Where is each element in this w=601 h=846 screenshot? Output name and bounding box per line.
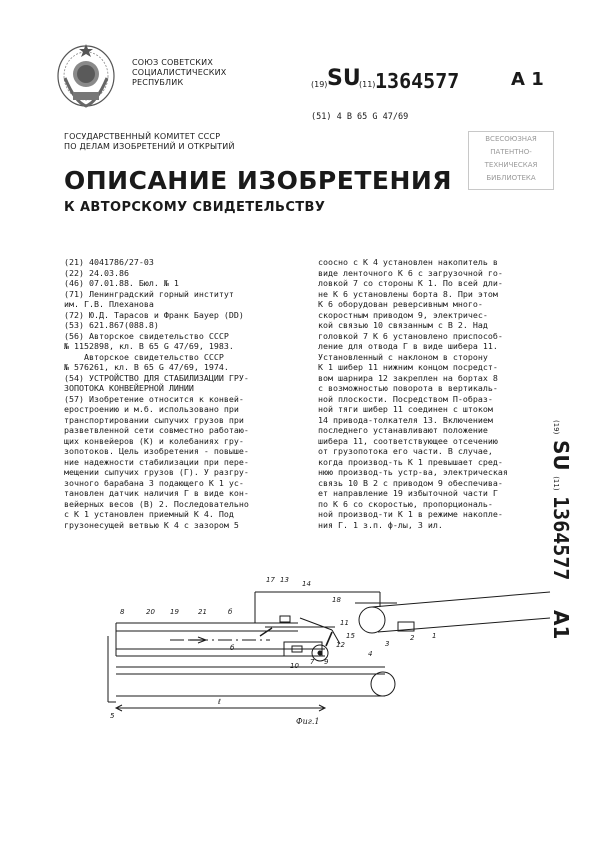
stamp-line: ТЕХНИЧЕСКАЯ xyxy=(484,161,538,169)
state-emblem xyxy=(55,38,117,110)
text-line: Установленный с наклоном в сторону xyxy=(318,351,488,362)
text-line: (71) Ленинградский горный институт xyxy=(64,288,234,299)
text-line: зочного барабана 3 подающего К 1 ус- xyxy=(64,477,244,488)
org-name xyxy=(132,58,226,88)
text-line: шибера 11, соответствующее отсечению xyxy=(318,435,498,446)
figure-label: 9 xyxy=(324,658,329,666)
conveyor-k4 xyxy=(108,636,395,702)
stamp-line: ВСЕСОЮЗНАЯ xyxy=(485,135,537,143)
text-line: вом шарнира 12 закреплен на бортах 8 xyxy=(318,372,498,383)
text-line: головкой 7 К 6 установлено приспособ- xyxy=(318,330,503,341)
text-line: (57) Изобретение относится к конвей- xyxy=(64,393,244,404)
figure-label: 7 xyxy=(310,658,315,666)
figure-label: б xyxy=(228,608,233,616)
ipc-class: (51) 4 B 65 G 47/69 xyxy=(311,112,409,122)
figure-label: 11 xyxy=(340,619,349,627)
figure-label: 8 xyxy=(120,608,125,616)
text-line: № 576261, кл. В 65 G 47/69, 1974. xyxy=(64,362,229,372)
text-line: ной плоскости. Посредством П-образ- xyxy=(318,393,493,404)
text-line: не К 6 установлены борта 8. При этом xyxy=(318,288,498,299)
figure-label: 14 xyxy=(302,580,311,588)
text-line: связь 10 В 2 с приводом 9 обеспечива- xyxy=(318,477,503,488)
text-line: с К 1 установлен приемный К 4. Под xyxy=(64,509,234,519)
org-line: СОЦИАЛИСТИЧЕСКИХ xyxy=(132,68,227,77)
text-line: ЗОПОТОКА КОНВЕЙЕРНОЙ ЛИНИИ xyxy=(64,383,194,393)
text-line: (46) 07.01.88. Бюл. № 1 xyxy=(64,278,179,288)
text-line: К 6 оборудован реверсивным много- xyxy=(318,299,483,309)
text-line: зопотоков. Цель изобретения - повыше- xyxy=(64,446,249,456)
side-kind: A1 xyxy=(549,610,573,640)
text-line: (54) УСТРОЙСТВО ДЛЯ СТАБИЛИЗАЦИИ ГРУ- xyxy=(64,372,249,383)
figure-label: 12 xyxy=(336,641,345,649)
committee xyxy=(64,132,235,152)
text-line: им. Г.В. Плеханова xyxy=(64,299,154,309)
side-code-11: (11) xyxy=(552,476,560,491)
kind-code: A 1 xyxy=(511,69,544,90)
figure-label: б xyxy=(230,644,235,652)
text-line: разветвленной сети совместно работаю- xyxy=(64,425,249,435)
figure-label: 18 xyxy=(332,596,341,604)
text-line: соосно с К 4 установлен накопитель в xyxy=(318,257,498,267)
figure-label: 3 xyxy=(385,640,390,648)
text-line: скоростным приводом 9, электричес- xyxy=(318,309,488,320)
abstract-column xyxy=(318,257,550,530)
text-line: тановлен датчик наличия Г в виде кон- xyxy=(64,488,249,498)
text-line: грузонесущей ветвью К 4 с зазором 5 xyxy=(64,519,239,530)
text-line: (22) 24.03.86 xyxy=(64,267,129,278)
text-line: виде ленточного К 6 с загрузочной го- xyxy=(318,267,503,278)
text-line: ет направление 19 избыточной части Г xyxy=(318,488,498,498)
text-line: щих конвейеров (К) и колебаниях гру- xyxy=(64,435,244,446)
text-line: по К 6 со скоростью, пропорциональ- xyxy=(318,498,493,509)
figure-label: 21 xyxy=(198,608,207,616)
patent-number-line xyxy=(311,66,571,100)
committee-line: ГОСУДАРСТВЕННЫЙ КОМИТЕТ СССР xyxy=(64,132,221,141)
stamp-line: БИБЛИОТЕКА xyxy=(486,174,536,182)
figure-label: 15 xyxy=(346,632,355,640)
figure-label: 5 xyxy=(110,712,115,720)
figure-label: 17 xyxy=(266,576,275,584)
stamp-line: ПАТЕНТНО- xyxy=(490,148,532,156)
side-country: SU xyxy=(549,439,573,471)
figure-label: 2 xyxy=(410,634,415,642)
figure-label: 13 xyxy=(280,576,289,584)
text-line: мещении сыпучих грузов (Г). У разгру- xyxy=(64,467,249,477)
country-code: SU xyxy=(327,66,361,91)
figure-label: 1 xyxy=(432,632,437,640)
document-subtitle: К АВТОРСКОМУ СВИДЕТЕЛЬСТВУ xyxy=(64,200,326,215)
text-line: транспортировании сыпучих грузов при xyxy=(64,414,244,425)
text-line: ление для отвода Г в виде шибера 11. xyxy=(318,341,498,351)
conveyor-k6 xyxy=(116,623,325,656)
org-line: СОЮЗ СОВЕТСКИХ xyxy=(132,58,214,67)
text-line: ния Г. 1 з.п. ф-лы, 3 ил. xyxy=(318,519,443,530)
text-line: (21) 4041786/27-03 xyxy=(64,257,154,267)
figure-caption: Фиг.1 xyxy=(296,717,320,726)
text-line: ной производ-ти К 1 в режиме накопле- xyxy=(318,509,503,519)
document-title: ОПИСАНИЕ ИЗОБРЕТЕНИЯ xyxy=(64,166,453,195)
figure-label: 4 xyxy=(368,650,373,658)
text-line: когда производ-ть К 1 превышает сред- xyxy=(318,456,503,467)
figure-label: 10 xyxy=(290,662,299,670)
patent-number: 1364577 xyxy=(375,69,460,93)
text-line: с возможностью поворота в вертикаль- xyxy=(318,383,498,393)
text-line: (56) Авторское свидетельство СССР xyxy=(64,330,229,341)
text-line: ной тяги шибер 11 соединен с штоком xyxy=(318,404,493,414)
text-line: ловкой 7 со стороны К 1. По всей дли- xyxy=(318,278,503,288)
bibliographic-column xyxy=(64,257,296,530)
side-code-19: (19) xyxy=(552,420,560,435)
text-line: 14 привода-толкателя 13. Включением xyxy=(318,414,493,425)
text-line: от грузопотока его части. В случае, xyxy=(318,446,493,456)
text-line: нюю производ-ть устр-ва, электрическая xyxy=(318,467,508,477)
text-line: № 1152898, кл. В 65 G 47/69, 1983. xyxy=(64,341,234,351)
code-11: (11) xyxy=(359,80,376,89)
text-line: еростроению и м.б. использовано при xyxy=(64,404,239,414)
text-line: (53) 621.867(088.8) xyxy=(64,320,159,330)
committee-line: ПО ДЕЛАМ ИЗОБРЕТЕНИЙ И ОТКРЫТИЙ xyxy=(64,142,235,151)
figure-label: 20 xyxy=(146,608,155,616)
figure-label: ℓ xyxy=(218,698,221,706)
text-line: К 1 шибер 11 нижним концом посредст- xyxy=(318,362,498,372)
text-line: кой связью 10 связанным с В 2. Над xyxy=(318,320,488,330)
code-19: (19) xyxy=(311,80,328,89)
text-line: (72) Ю.Д. Тарасов и Франк Бауер (DD) xyxy=(64,309,244,320)
side-number: 1364577 xyxy=(549,496,573,581)
figure-label: 19 xyxy=(170,608,179,616)
text-line: ние надежности стабилизации при пере- xyxy=(64,456,249,467)
text-line: Авторское свидетельство СССР xyxy=(64,351,224,362)
text-line: последнего устанавливают положение xyxy=(318,425,488,435)
conveyor-k1 xyxy=(355,592,550,633)
gate-assembly xyxy=(255,592,380,646)
text-line: вейерных весов (В) 2. Последовательно xyxy=(64,498,249,509)
figure-drawing xyxy=(100,570,570,755)
loading-head xyxy=(284,642,328,661)
library-stamp xyxy=(468,131,554,190)
org-line: РЕСПУБЛИК xyxy=(132,78,184,87)
